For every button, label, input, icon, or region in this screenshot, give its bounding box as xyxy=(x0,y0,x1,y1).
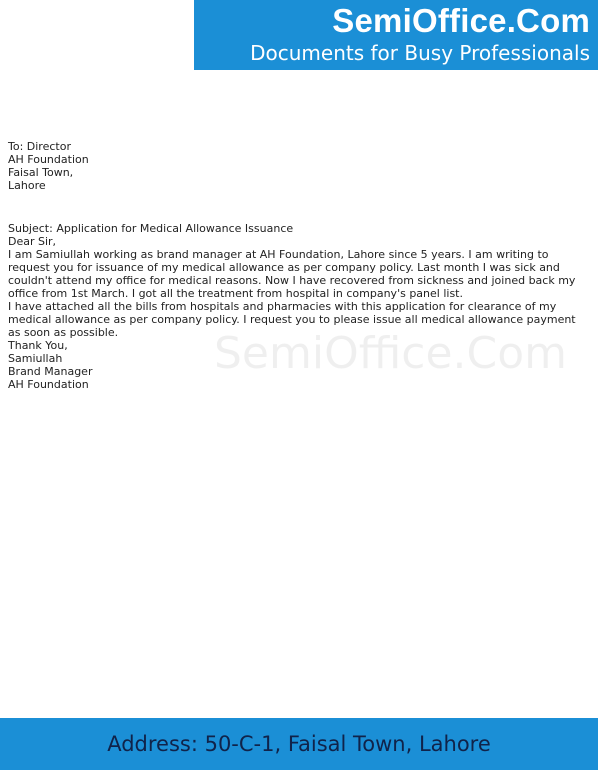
brand-title: SemiOffice.Com xyxy=(332,2,590,39)
signature-line: Samiullah xyxy=(8,352,63,365)
header-banner xyxy=(194,0,598,70)
brand-tagline: Documents for Busy Professionals xyxy=(250,41,590,65)
closing-line: Thank You, xyxy=(8,339,68,352)
watermark: SemiOffice.Com xyxy=(214,328,568,379)
recipient-line: Lahore xyxy=(8,179,46,192)
signature-line: Brand Manager xyxy=(8,365,93,378)
footer-address: Address: 50-C-1, Faisal Town, Lahore xyxy=(107,732,491,756)
body-paragraph: I am Samiullah working as brand manager at AH Foundation, Lahore since 5 years. I am writing to request you for issuance of my medical allowance as per company policy. Last month I was sick and couldn't attend my office for medical reasons. Now I have recovered from sickness and joined back my office from 1st March. I got all the treatment from hospital in company's panel list. xyxy=(8,248,576,300)
letter-body xyxy=(8,140,586,391)
body-paragraph: I have attached all the bills from hospitals and pharmacies with this application for clearance of my medical allowance as per company policy. I request you to please issue all medical allowance payment as soon as possible. xyxy=(8,300,576,339)
recipient-line: To: Director xyxy=(8,140,71,153)
subject-line: Subject: Application for Medical Allowance Issuance xyxy=(8,222,294,235)
salutation: Dear Sir, xyxy=(8,235,57,248)
signature-block xyxy=(8,352,586,391)
recipient-line: AH Foundation xyxy=(8,153,89,166)
recipient-address xyxy=(8,140,586,192)
recipient-line: Faisal Town, xyxy=(8,166,74,179)
footer-banner xyxy=(0,718,598,770)
signature-line: AH Foundation xyxy=(8,378,89,391)
